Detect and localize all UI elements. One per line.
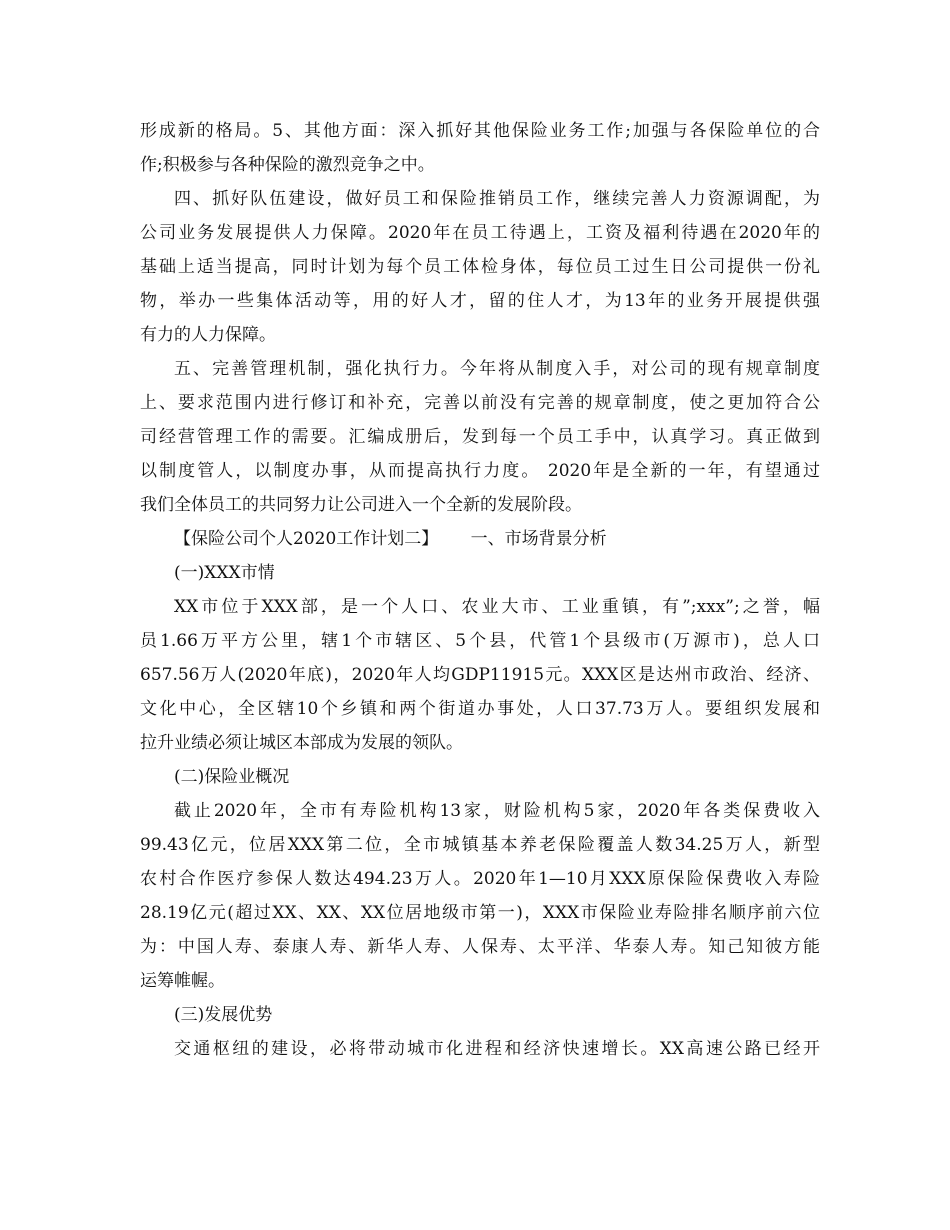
text-line-25: 为：中国人寿、泰康人寿、新华人寿、人保寿、太平洋、华泰人寿。知己知彼方能 (140, 937, 820, 957)
subheading-market: (一)XXX市情 (174, 563, 275, 583)
text-line-11: 以制度管人，以制度办事，从而提高执行力度。 2020年是全新的一年，有望通过 (140, 461, 820, 481)
text-line-17: 657.56万人(2020年底)，2020年人均GDP11915元。XXX区是达州市政治、经济、 (140, 665, 820, 685)
text-line-10: 司经营管理工作的需要。汇编成册后，发到每一个员工手中，认真学习。真正做到 (140, 427, 820, 447)
text-line-22: 99.43亿元，位居XXX第二位，全市城镇基本养老保险覆盖人数34.25万人，新型 (140, 835, 820, 855)
subheading-insurance: (二)保险业概况 (174, 767, 290, 787)
text-line-28: 交通枢纽的建设，必将带动城市化进程和经济快速增长。XX高速公路已经开 (174, 1039, 820, 1059)
text-line-19: 拉升业绩必须让城区本部成为发展的领队。 (140, 733, 463, 753)
text-line-21: 截止2020年，全市有寿险机构13家，财险机构5家，2020年各类保费收入 (174, 801, 820, 821)
text-line-18: 文化中心，全区辖10个乡镇和两个街道办事处，人口37.73万人。要组织发展和 (140, 699, 820, 719)
text-line-12: 我们全体员工的共同努力让公司进入一个全新的发展阶段。 (140, 495, 582, 515)
text-line-6: 物，举办一些集体活动等，用的好人才，留的住人才，为13年的业务开展提供强 (140, 291, 820, 311)
text-line-9: 上、要求范围内进行修订和补充，完善以前没有完善的规章制度，使之更加符合公 (140, 393, 820, 413)
text-line-15: XX市位于XXX部，是一个人口、农业大市、工业重镇，有”;xxx”;之誉，幅 (174, 597, 820, 617)
text-line-24: 28.19亿元(超过XX、XX、XX位居地级市第一)，XXX市保险业寿险排名顺序前六位 (140, 903, 820, 923)
text-line-23: 农村合作医疗参保人数达494.23万人。2020年1—10月XXX原保险保费收入寿险 (140, 869, 820, 889)
text-line-5: 基础上适当提高，同时计划为每个员工体检身体，每位员工过生日公司提供一份礼 (140, 257, 820, 277)
text-line-16: 员1.66万平方公里，辖1个市辖区、5个县，代管1个县级市(万源市)，总人口 (140, 631, 820, 651)
text-line-2: 作;积极参与各种保险的激烈竞争之中。 (140, 155, 435, 175)
text-line-8: 五、完善管理机制，强化执行力。今年将从制度入手，对公司的现有规章制度 (174, 359, 820, 379)
text-line-26: 运筹帷幄。 (140, 971, 225, 991)
text-line-1: 形成新的格局。5、其他方面：深入抓好其他保险业务工作;加强与各保险单位的合 (140, 121, 820, 141)
text-line-4: 公司业务发展提供人力保障。2020年在员工待遇上，工资及福利待遇在2020年的 (140, 223, 820, 243)
section-heading: 【保险公司个人2020工作计划二】 一、市场背景分析 (174, 529, 607, 549)
text-line-3: 四、抓好队伍建设，做好员工和保险推销员工作，继续完善人力资源调配，为 (174, 189, 820, 209)
subheading-advantage: (三)发展优势 (174, 1005, 273, 1025)
text-line-7: 有力的人力保障。 (140, 325, 276, 345)
